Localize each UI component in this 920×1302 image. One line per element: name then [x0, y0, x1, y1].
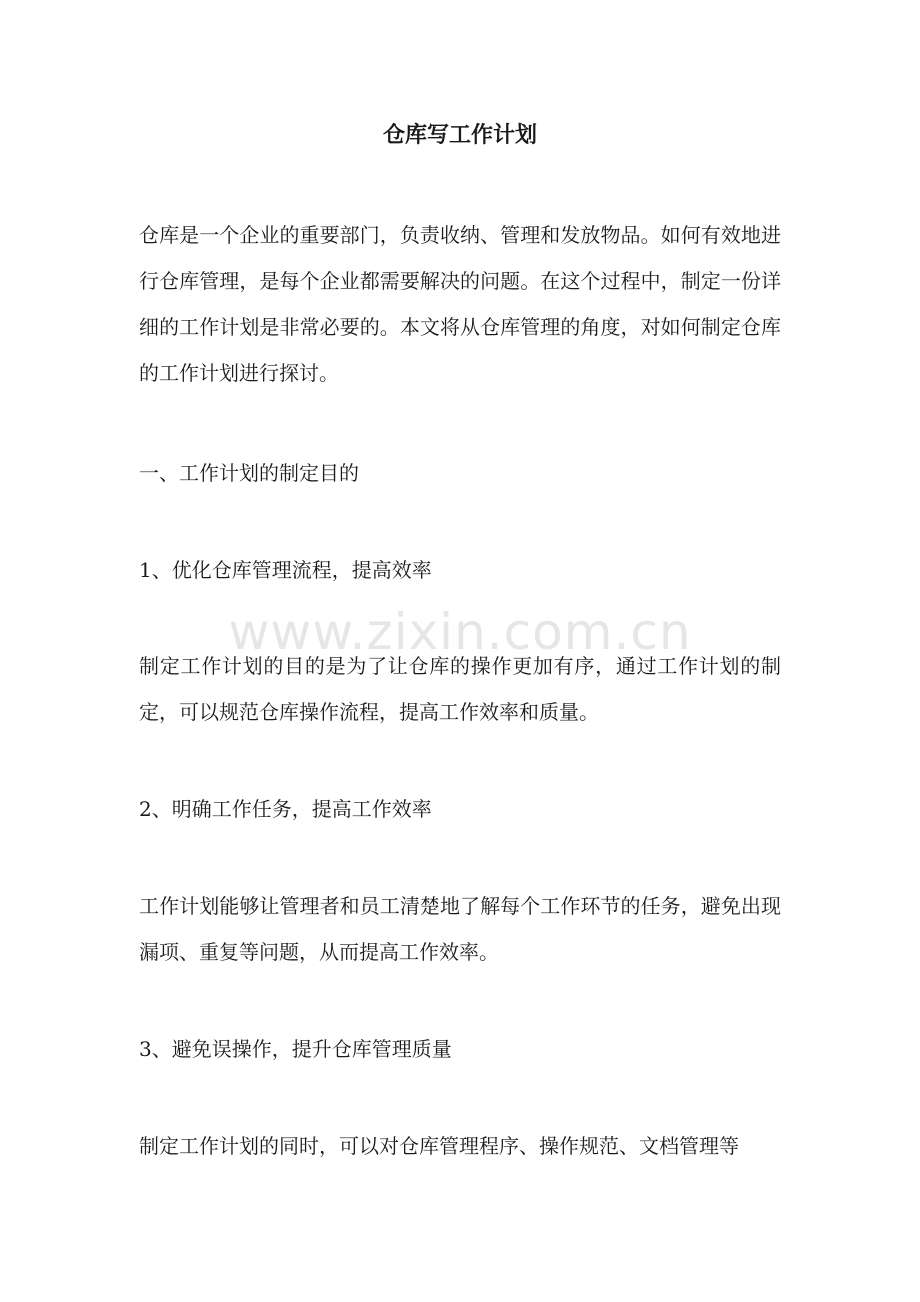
item-heading-1: 1、优化仓库管理流程，提高效率 [139, 558, 432, 582]
item-paragraph-2: 工作计划能够让管理者和员工清楚地了解每个工作环节的任务，避免出现漏项、重复等问题，从而提高工作效率。 [139, 894, 781, 964]
document-title: 仓库写工作计划 [382, 123, 537, 148]
item-heading-2: 2、明确工作任务，提高工作效率 [139, 797, 432, 821]
site-watermark: www.zixin.com.cn [228, 603, 692, 661]
section-heading-purpose: 一、工作计划的制定目的 [139, 461, 359, 485]
item-heading-3: 3、避免误操作，提升仓库管理质量 [139, 1037, 452, 1061]
intro-paragraph: 仓库是一个企业的重要部门，负责收纳、管理和发放物品。如何有效地进行仓库管理，是每个企业都需要解决的问题。在这个过程中，制定一份详细的工作计划是非常必要的。本文将从仓库管理的角度，对如何制定仓库的工作计划进行探讨。 [139, 223, 781, 385]
item-paragraph-1: 制定工作计划的目的是为了让仓库的操作更加有序，通过工作计划的制定，可以规范仓库操作流程，提高工作效率和质量。 [139, 654, 781, 724]
item-paragraph-3: 制定工作计划的同时，可以对仓库管理程序、操作规范、文档管理等 [139, 1134, 739, 1158]
